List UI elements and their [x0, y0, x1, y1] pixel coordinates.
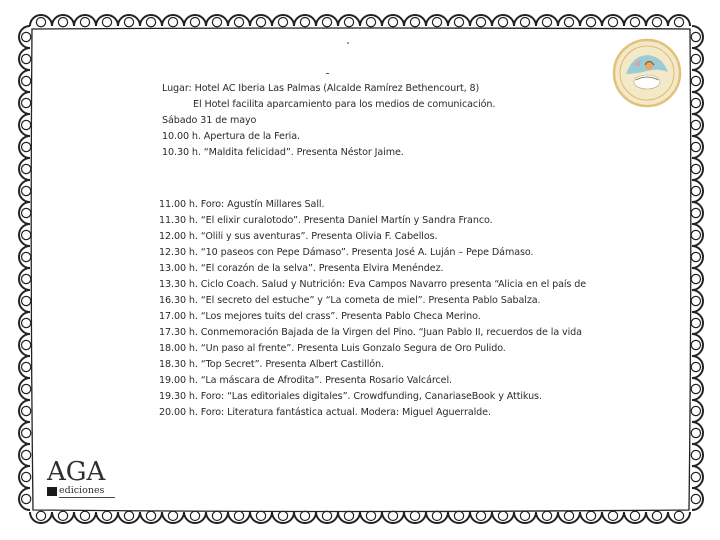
schedule-item: 17.30 h. Conmemoración Bajada de la Virgen del Pino. “Juan Pablo II, recuerdos de la vida — [159, 327, 582, 338]
schedule-item: 12.30 h. “10 paseos con Pepe Dámaso”. Presenta José A. Luján – Pepe Dámaso. — [159, 247, 534, 258]
logo-name: AGA — [47, 457, 106, 487]
location-line: Lugar: Hotel AC Iberia Las Palmas (Alcalde Ramírez Bethencourt, 8) — [162, 83, 480, 94]
ink-speck — [326, 73, 329, 74]
schedule-item: 19.30 h. Foro: “Las editoriales digitales”. Crowdfunding, CanariaseBook y Attikus. — [159, 391, 542, 402]
schedule-item: 16.30 h. “El secreto del estuche” y “La cometa de miel”. Presenta Pablo Sabalza. — [159, 295, 541, 306]
book-fair-badge-icon — [612, 38, 682, 108]
schedule-item: 18.00 h. “Un paso al frente”. Presenta Luis Gonzalo Segura de Oro Pulido. — [159, 343, 506, 354]
schedule-item: 20.00 h. Foro: Literatura fantástica actual. Modera: Miguel Aguerralde. — [159, 407, 491, 418]
event-date: Sábado 31 de mayo — [162, 115, 257, 126]
schedule-item: 18.30 h. “Top Secret”. Presenta Albert Castillón. — [159, 359, 384, 370]
logo-subtitle: ediciones — [59, 485, 105, 496]
logo-square-icon — [47, 487, 57, 496]
parking-note: El Hotel facilita aparcamiento para los medios de comunicación. — [193, 99, 496, 110]
schedule-item: 10.30 h. “Maldita felicidad”. Presenta Néstor Jaime. — [162, 147, 404, 158]
schedule-item: 13.30 h. Ciclo Coach. Salud y Nutrición: Eva Campos Navarro presenta “Alicia en el país de — [159, 279, 587, 290]
schedule-item: 10.00 h. Apertura de la Feria. — [162, 131, 300, 142]
logo-subtitle-row — [47, 486, 104, 496]
schedule-item: 17.00 h. “Los mejores tuits del crass”. Presenta Pablo Checa Merino. — [159, 311, 481, 322]
schedule-item: 11.30 h. “El elixir curalotodo”. Presenta Daniel Martín y Sandra Franco. — [159, 215, 493, 226]
ink-speck — [347, 42, 349, 44]
schedule-item: 13.00 h. “El corazón de la selva”. Presenta Elvira Menéndez. — [159, 263, 444, 274]
schedule-item: 19.00 h. “La máscara de Afrodita”. Presenta Rosario Valcárcel. — [159, 375, 452, 386]
aga-ediciones-logo — [47, 458, 117, 498]
schedule-item: 12.00 h. “Olili y sus aventuras”. Presenta Olivia F. Cabellos. — [159, 231, 438, 242]
schedule-item: 11.00 h. Foro: Agustín Millares Sall. — [159, 199, 325, 210]
logo-underline — [59, 497, 115, 498]
